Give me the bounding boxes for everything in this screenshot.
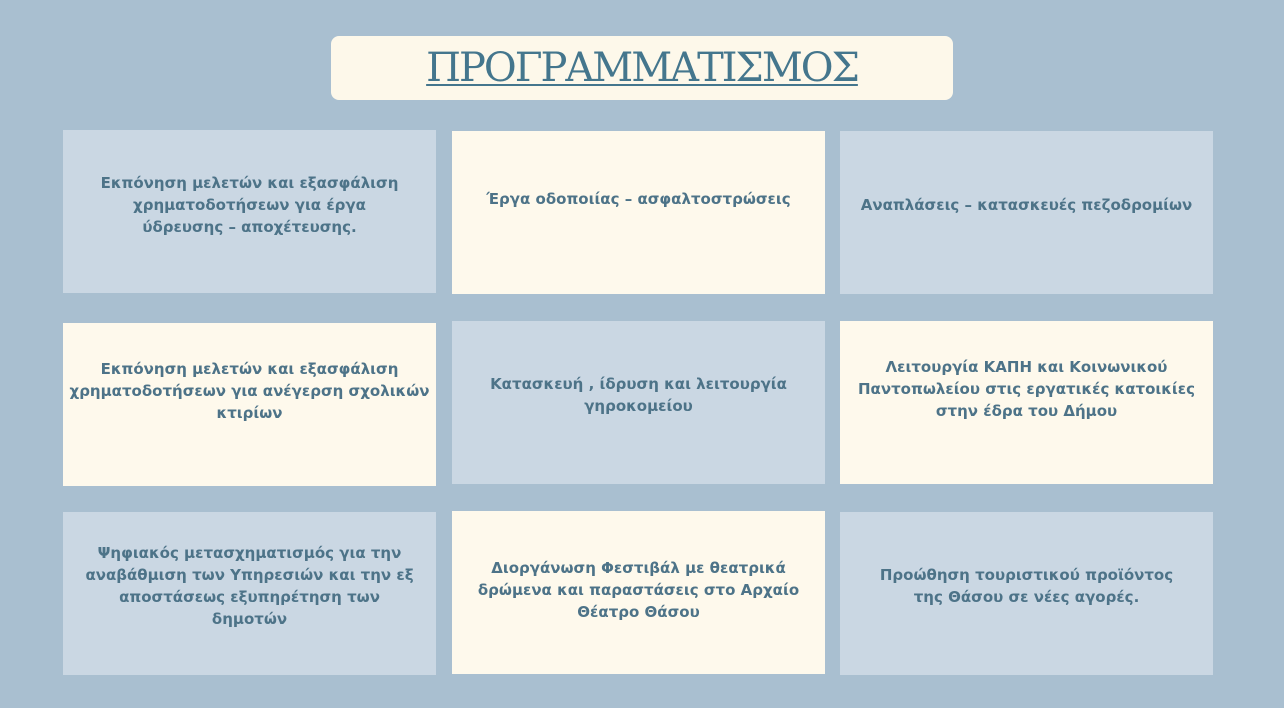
title-banner (331, 36, 953, 100)
card-text: Αναπλάσεις – κατασκευές πεζοδρομίων (860, 196, 1193, 214)
card-theatre-festival (452, 511, 825, 674)
card-digital-transformation (63, 512, 436, 675)
page-title: ΠΡΟΓΡΑΜΜΑΤΙΣΜΟΣ (426, 45, 858, 91)
card-tourism-promotion (840, 512, 1213, 675)
card-water-sewerage (63, 130, 436, 293)
card-nursing-home (452, 321, 825, 484)
card-text: Κατασκευή , ίδρυση και λειτουργία γηροκομείου (490, 375, 787, 415)
card-text: Προώθηση τουριστικού προϊόντος της Θάσου σε νέες αγορές. (879, 566, 1174, 606)
card-road-works (452, 131, 825, 294)
card-text: Διοργάνωση Φεστιβάλ με θεατρικά δρώμενα και παραστάσεις στο Αρχαίο Θέατρο Θάσου (477, 559, 800, 621)
card-text: Λειτουργία ΚΑΠΗ και Κοινωνικού Παντοπωλείου στις εργατικές κατοικίες στην έδρα του Δήμου (858, 358, 1195, 420)
card-pedestrian-renewal (840, 131, 1213, 294)
card-text: Έργα οδοποιίας – ασφαλτοστρώσεις (486, 190, 791, 208)
card-text: Εκπόνηση μελετών και εξασφάλιση χρηματοδοτήσεων για έργα ύδρευσης – αποχέτευσης. (100, 174, 399, 236)
card-school-buildings (63, 323, 436, 486)
card-text: Εκπόνηση μελετών και εξασφάλιση χρηματοδοτήσεων για ανέγερση σχολικών κτιρίων (69, 360, 430, 422)
card-kapi-social-grocery (840, 321, 1213, 484)
card-text: Ψηφιακός μετασχηματισμός για την αναβάθμιση των Υπηρεσιών και την εξ αποστάσεως εξυπηρέτηση των δημοτών (85, 544, 414, 628)
